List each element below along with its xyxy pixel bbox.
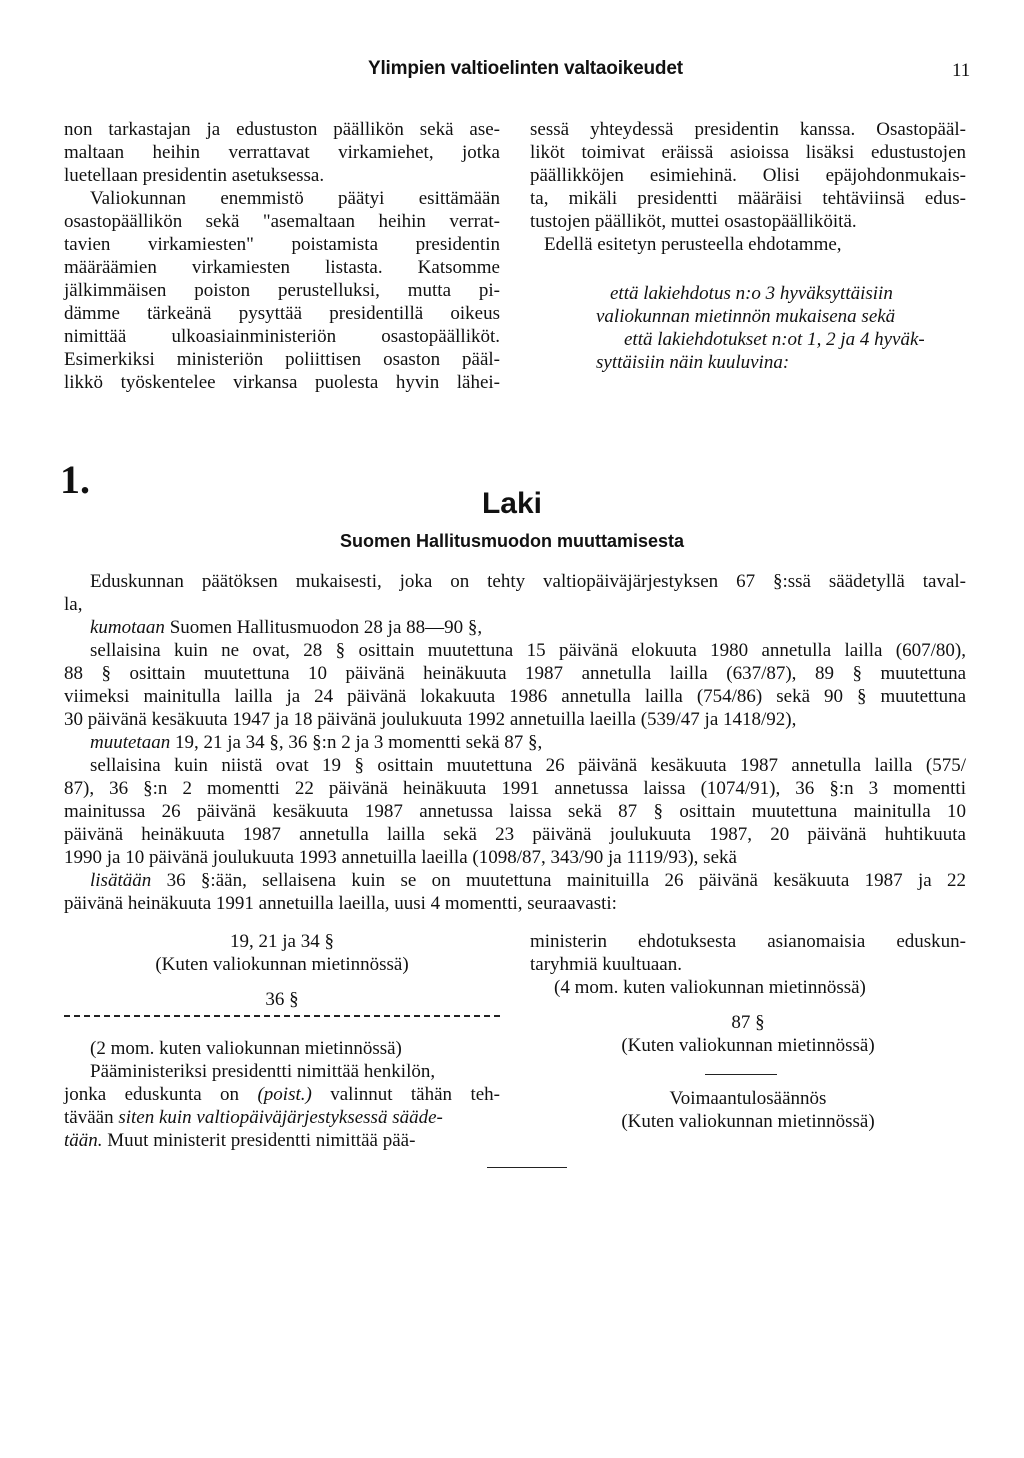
text-line: likkö työskentelee virkansa puolesta hyvin lähei- [64, 372, 500, 393]
proposal-line: että lakiehdotukset n:ot 1, 2 ja 4 hyväk- [624, 329, 925, 350]
text-line: jälkimmäisen poiston perustelluksi, mutta pi- [64, 280, 500, 301]
preamble-line [64, 616, 966, 639]
spacer [530, 1057, 966, 1087]
body-line [64, 1129, 500, 1152]
kumotaan-word: kumotaan [90, 617, 165, 638]
preamble-line: päivänä heinäkuuta 1987 annetulla lailla sekä 23 päivänä joulukuuta 1987, 20 päivänä huhtikuuta [64, 824, 966, 845]
page-number: 11 [952, 60, 971, 81]
lisataan-word: lisätään [90, 870, 152, 891]
preamble-line: 1990 ja 10 päivänä joulukuuta 1993 annetuilla laeilla (1098/87, 343/90 ja 1119/93), sekä [64, 847, 737, 868]
body-line: ministerin ehdotuksesta asianomaisia edus​kun- [530, 931, 966, 952]
preamble-line: 87), 36 §:n 2 momentti 22 päivänä heinäkuuta 1991 annetussa laissa (1074/91), 36 §:n 3 momentti [64, 778, 966, 799]
text-line: maltaan heihin verrattavat virkamiehet, jotka [64, 142, 500, 163]
text-line: osastopäällikön sekä "asemaltaan heihin verrat- [64, 211, 500, 232]
muutetaan-word: muutetaan [90, 732, 171, 753]
proposal-line: valiokunnan mietinnön mukaisena sekä [596, 306, 896, 327]
section-heading-19-21-34: 19, 21 ja 34 § [230, 931, 334, 952]
kumotaan-rest: Suomen Hallitusmuodon 28 ja 88—90 §, [164, 617, 483, 638]
left-column-text [64, 118, 500, 394]
body-fragment-italic: tään. [64, 1130, 103, 1151]
body-fragment: Muut ministerit presidentti nimittää pää- [102, 1130, 416, 1151]
short-rule [705, 1074, 777, 1075]
body-fragment: tävään [64, 1107, 119, 1128]
law-number: 1. [60, 457, 90, 502]
preamble-line: sellaisina kuin niistä ovat 19 § osittain muutettuna 26 päivänä kesäkuuta 1987 annetulla lailla (575/ [90, 755, 966, 776]
spacer [530, 999, 966, 1011]
lisataan-rest: 36 §:ään, sellaisena kuin se on muutettuna mainituilla 26 päivänä kesäkuuta 1987 ja 22 [151, 870, 966, 891]
text-line: liköt toimivat eräissä asioissa lisäksi edustustojen [530, 142, 966, 163]
preamble-line: mainitussa 26 päivänä kesäkuuta 1987 annetussa laissa sekä 87 § osittain muutettuna mainitulla 10 [64, 801, 966, 822]
end-rule [487, 1167, 567, 1168]
law-subtitle: Suomen Hallitusmuodon muuttamisesta [339, 531, 685, 551]
preamble-line: päivänä heinäkuuta 1991 annetuilla laeilla, uusi 4 momentti, seuraavasti: [64, 893, 617, 914]
body-line [64, 1083, 500, 1106]
text-line: Esimerkiksi ministeriön poliittisen osaston pääl- [64, 349, 500, 370]
text-line: määräämien virkamiesten listasta. Katsomme [64, 257, 500, 278]
preamble-line: 88 § osittain muutettuna 10 päivänä heinäkuuta 1987 annetulla lailla (637/87), 89 § muutettuna [64, 663, 966, 684]
text-line: ta, mikäli presidentti määräisi tehtäviinsä edus- [530, 188, 966, 209]
bottom-right-column [530, 930, 966, 1133]
omission-dashes [64, 1015, 500, 1017]
poist-note: (poist.) [257, 1084, 312, 1105]
preamble [64, 570, 966, 915]
preamble-line: sellaisina kuin ne ovat, 28 § osittain muutettuna 15 päivänä elokuuta 1980 annetulla lailla (607/80), [90, 640, 966, 661]
text-line: dämme tärkeänä pysyttää presidentillä oikeus [64, 303, 500, 324]
right-column-text [530, 118, 966, 256]
text-line: tustojen päälliköt, muttei osastopäälliköitä. [530, 211, 857, 232]
body-fragment: valinnut tähän teh- [311, 1084, 500, 1105]
proposal-block [580, 282, 980, 374]
body-fragment: jonka eduskunta on [64, 1084, 240, 1105]
preamble-line: 30 päivänä kesäkuuta 1947 ja 18 päivänä joulukuuta 1992 annetuilla laeilla (539/47 ja 1418/92), [64, 709, 797, 730]
text-line: nimittää ulkoasiainministeriön osastopäälliköt. [64, 326, 500, 347]
text-line: non tarkastajan ja edustuston päällikön sekä ase- [64, 119, 500, 140]
preamble-line [64, 869, 966, 892]
proposal-line: syttäisiin näin kuuluvina: [596, 352, 790, 373]
body-line: taryhmiä kuultuaan. [530, 954, 682, 975]
section-heading-36: 36 § [265, 989, 299, 1010]
muutetaan-rest: 19, 21 ja 34 §, 36 §:n 2 ja 3 momentti sekä 87 §, [170, 732, 543, 753]
body-line [64, 1106, 500, 1129]
preamble-line: viimeksi mainitulla lailla ja 24 päivänä lokakuuta 1986 annetulla lailla (754/86) sekä 90 § muutettuna [64, 686, 966, 707]
proposal-line: että lakiehdotus n:o 3 hyväksyttäisiin [610, 283, 893, 304]
law-title: Laki [481, 487, 543, 520]
as-committee-note: (Kuten valiokunnan mietinnössä) [621, 1035, 875, 1056]
bottom-left-column-2 [64, 1037, 500, 1152]
entry-into-force-heading: Voimaantulosäännös [669, 1088, 827, 1109]
text-line: Edellä esitetyn perusteella ehdotamme, [544, 234, 842, 255]
text-line: Valiokunnan enemmistö päätyi esittämään [90, 188, 500, 209]
bottom-left-column [64, 930, 500, 1011]
text-line: päällikköjen esimiehinä. Olisi epäjohdonmukais- [530, 165, 966, 186]
as-committee-note: (Kuten valiokunnan mietinnössä) [155, 954, 409, 975]
as-committee-note: (Kuten valiokunnan mietinnössä) [621, 1111, 875, 1132]
body-fragment-italic: siten kuin valtiopäiväjärjestyksessä sääde- [118, 1107, 443, 1128]
body-line: Pääministeriksi presidentti nimittää henkilön, [90, 1061, 436, 1082]
text-line: sessä yhteydessä presidentin kanssa. Osastopääl- [530, 119, 966, 140]
spacer [64, 976, 500, 988]
mom-note: (4 mom. kuten valiokunnan mietinnössä) [554, 977, 866, 998]
preamble-line: la, [64, 594, 83, 615]
preamble-line [64, 731, 966, 754]
preamble-line: Eduskunnan päätöksen mukaisesti, joka on tehty valtiopäiväjärjestyksen 67 §:ssä säädetyllä taval- [90, 571, 966, 592]
mom-note: (2 mom. kuten valiokunnan mietinnössä) [90, 1038, 402, 1059]
text-line: tavien virkamiesten" poistamista presidentin [64, 234, 500, 255]
running-header-title: Ylimpien valtioelinten valtaoikeudet [368, 58, 683, 79]
text-line: luetellaan presidentin asetuksessa. [64, 165, 325, 186]
section-heading-87: 87 § [731, 1012, 765, 1033]
